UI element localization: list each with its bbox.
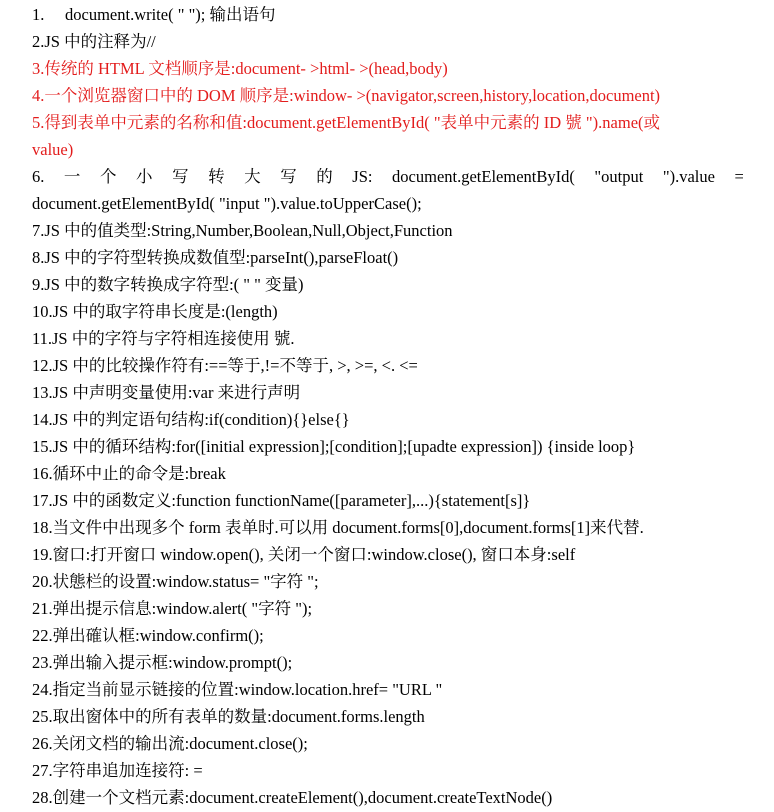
line-12: 12.JS 中的比较操作符有:==等于,!=不等于, >, >=, <. <=: [32, 356, 418, 375]
line-6-word: JS:: [352, 167, 373, 186]
line-13: 13.JS 中声明变量使用:var 来进行声明: [32, 383, 301, 402]
line-2: 2.JS 中的注释为//: [32, 32, 156, 51]
line-11: 11.JS 中的字符与字符相连接使用 號.: [32, 329, 295, 348]
line-27: 27.字符串追加连接符: =: [32, 761, 203, 780]
line-20: 20.状態栏的设置:window.status= "字符 ";: [32, 572, 319, 591]
line-6-word: 的: [316, 167, 333, 186]
line-6-word: 写: [280, 167, 297, 186]
line-6-word: 大: [244, 167, 261, 186]
line-21: 21.弹出提示信息:window.alert( "字符 ");: [32, 599, 313, 618]
line-8: 8.JS 中的字符型转换成数值型:parseInt(),parseFloat(): [32, 248, 399, 267]
line-22: 22.弹出確认框:window.confirm();: [32, 626, 264, 645]
line-19: 19.窗口:打开窗口 window.open(), 关闭一个窗口:window.close(), 窗口本身:self: [32, 545, 576, 564]
line-6-word: "output: [594, 167, 644, 186]
line-1: 1. document.write( " "); 输出语句: [32, 5, 276, 24]
line-3: 3.传统的 HTML 文档顺序是:document- >html- >(head,body): [32, 59, 448, 78]
line-10: 10.JS 中的取字符串长度是:(length): [32, 302, 278, 321]
line-6-word: 个: [99, 167, 117, 186]
line-6-word: =: [734, 167, 744, 186]
line-9: 9.JS 中的数字转换成字符型:( " " 变量): [32, 275, 304, 294]
line-26: 26.关闭文档的输出流:document.close();: [32, 734, 308, 753]
line-6-word: 小: [136, 167, 153, 186]
line-6-word: 一: [63, 167, 81, 186]
line-15: 15.JS 中的循环结构:for([initial expression];[condition];[upadte expression]) {inside loop}: [32, 437, 636, 456]
line-5: 5.得到表单中元素的名称和值:document.getElementById( "表单中元素的 ID 號 ").name(或: [32, 113, 661, 132]
line-14: 14.JS 中的判定语句结构:if(condition){}else{}: [32, 410, 350, 429]
line-6: [32, 163, 744, 190]
line-6-word: 转: [208, 167, 225, 186]
line-28: 28.创建一个文档元素:document.createElement(),document.createTextNode(): [32, 788, 553, 807]
line-6-continued: document.getElementById( "input ").value.toUpperCase();: [32, 194, 422, 213]
line-16: 16.循环中止的命令是:break: [32, 464, 226, 483]
line-17: 17.JS 中的函数定义:function functionName([parameter],...){statement[s]}: [32, 491, 531, 510]
line-6-word: 写: [172, 167, 189, 186]
line-23: 23.弹出输入提示框:window.prompt();: [32, 653, 293, 672]
line-6-word: document.getElementById(: [392, 167, 575, 186]
line-4: 4.一个浏览器窗口中的 DOM 顺序是:window- >(navigator,screen,history,location,document): [32, 86, 661, 105]
line-6-word: 6.: [32, 167, 45, 186]
line-7: 7.JS 中的值类型:String,Number,Boolean,Null,Object,Function: [32, 221, 453, 240]
line-25: 25.取出窗体中的所有表单的数量:document.forms.length: [32, 707, 425, 726]
line-18: 18.当文件中出现多个 form 表单时.可以用 document.forms[0],document.forms[1]来代替.: [32, 518, 644, 537]
line-6-word: ").value: [662, 167, 715, 186]
line-24: 24.指定当前显示链接的位置:window.location.href= "URL ": [32, 680, 443, 699]
line-5-continued: value): [32, 140, 74, 159]
